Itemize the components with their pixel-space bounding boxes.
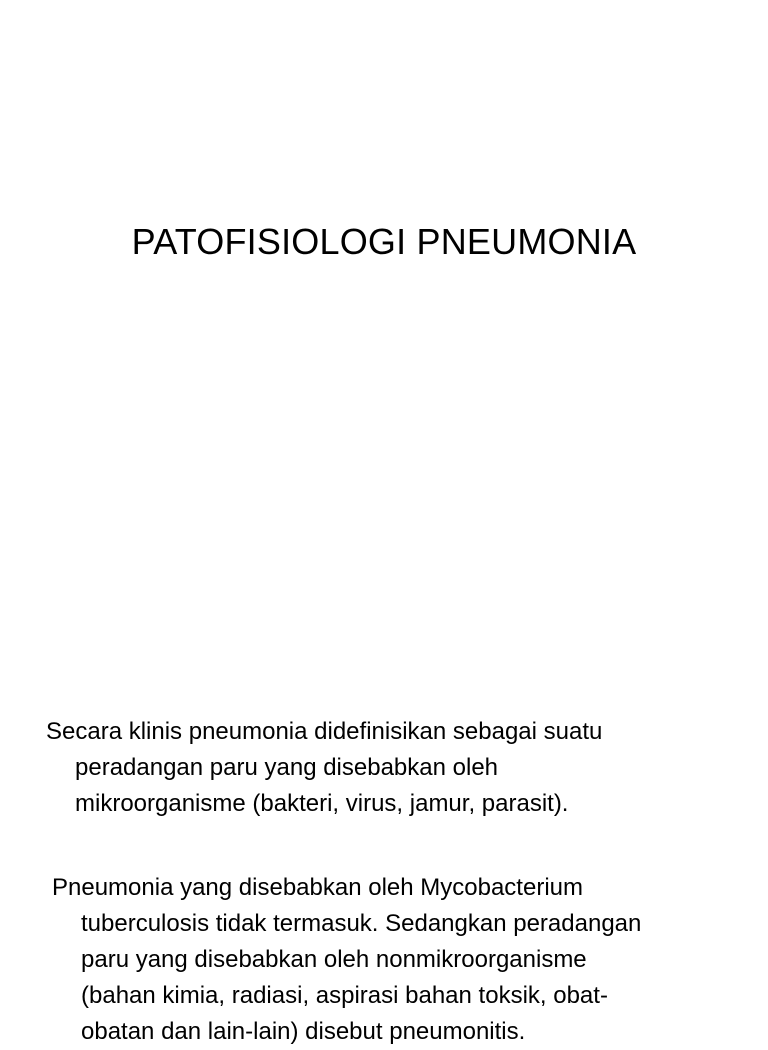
text-line: tuberculosis tidak termasuk. Sedangkan peradangan (81, 910, 642, 937)
text-line: Pneumonia yang disebabkan oleh Mycobacterium (52, 874, 583, 901)
slide-title: PATOFISIOLOGI PNEUMONIA (131, 221, 637, 262)
text-line: (bahan kimia, radiasi, aspirasi bahan toksik, obat- (81, 982, 608, 1009)
exclusion-paragraph (52, 870, 732, 1050)
text-line: obatan dan lain-lain) disebut pneumonitis. (81, 1018, 526, 1045)
definition-paragraph (46, 714, 726, 822)
text-line: paru yang disebabkan oleh nonmikroorganisme (81, 946, 587, 973)
text-line: peradangan paru yang disebabkan oleh (75, 754, 499, 781)
text-line: mikroorganisme (bakteri, virus, jamur, parasit). (75, 790, 569, 817)
text-line: Secara klinis pneumonia didefinisikan sebagai suatu (46, 718, 603, 745)
